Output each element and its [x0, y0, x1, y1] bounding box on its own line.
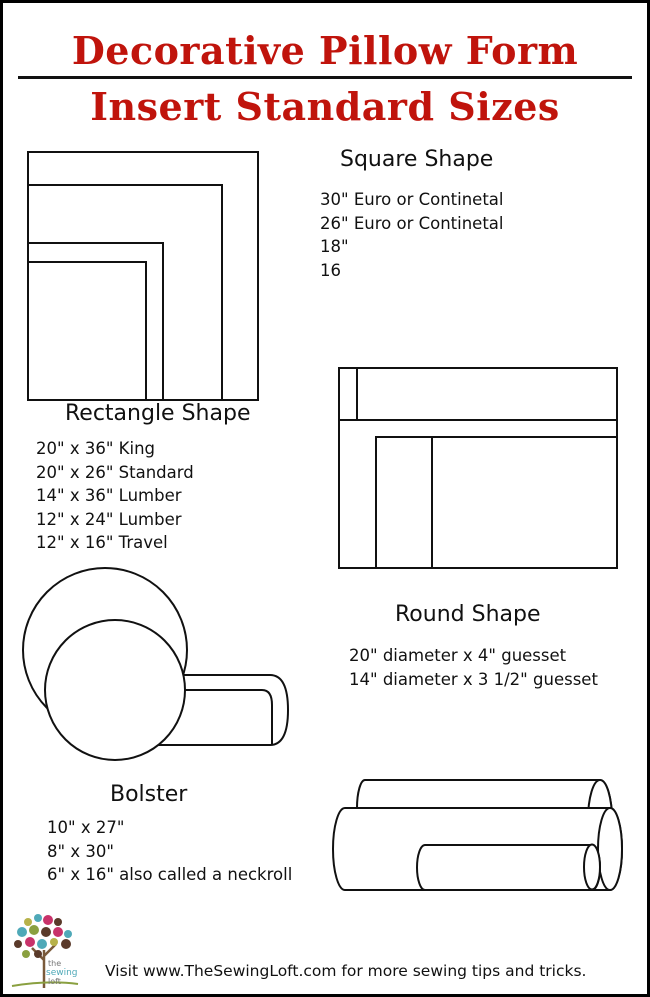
rectangle-size-item: 12" x 24" Lumber	[36, 509, 182, 529]
rectangle-size-item: 20" x 26" Standard	[36, 462, 194, 482]
svg-text:the: the	[48, 959, 62, 968]
round-size-item: 20" diameter x 4" guesset	[349, 646, 567, 665]
round-sizes-list	[349, 644, 598, 691]
rectangle-pillows-illustration	[339, 368, 617, 568]
square-size-item: 30" Euro or Continetal	[320, 190, 504, 209]
bolster-size-item: 8" x 30"	[47, 841, 114, 861]
bolster-pillows-illustration	[333, 780, 622, 890]
square-heading: Square Shape	[340, 147, 494, 172]
square-pillows-illustration	[28, 152, 258, 400]
bolster-sizes-list	[47, 816, 292, 887]
rectangle-size-item: 12" x 16" Travel	[36, 533, 168, 552]
square-size-item: 26" Euro or Continetal	[320, 213, 504, 233]
square-sizes-list	[320, 188, 504, 282]
bolster-size-item: 6" x 16" also called a neckroll	[47, 865, 293, 884]
rectangle-heading: Rectangle Shape	[65, 401, 251, 426]
footer-text: Visit www.TheSewingLoft.com for more sewing tips and tricks.	[105, 962, 587, 980]
square-size-item: 18"	[320, 237, 349, 256]
svg-text:sewing: sewing	[46, 968, 78, 978]
title-line-1: Decorative Pillow Form	[71, 28, 579, 73]
round-size-item: 14" diameter x 3 1/2" guesset	[349, 669, 598, 689]
bolster-heading: Bolster	[110, 782, 188, 807]
rectangle-size-item: 20" x 36" King	[36, 439, 156, 458]
svg-text:loft: loft	[48, 977, 61, 986]
rectangle-size-item: 14" x 36" Lumber	[36, 486, 182, 505]
bolster-size-item: 10" x 27"	[47, 818, 125, 837]
sewing-loft-logo	[8, 910, 93, 990]
round-heading: Round Shape	[395, 602, 541, 627]
round-pillows-illustration	[23, 568, 288, 760]
title-line-2: Insert Standard Sizes	[90, 84, 560, 129]
square-size-item: 16	[320, 260, 341, 280]
rectangle-sizes-list	[36, 437, 194, 555]
